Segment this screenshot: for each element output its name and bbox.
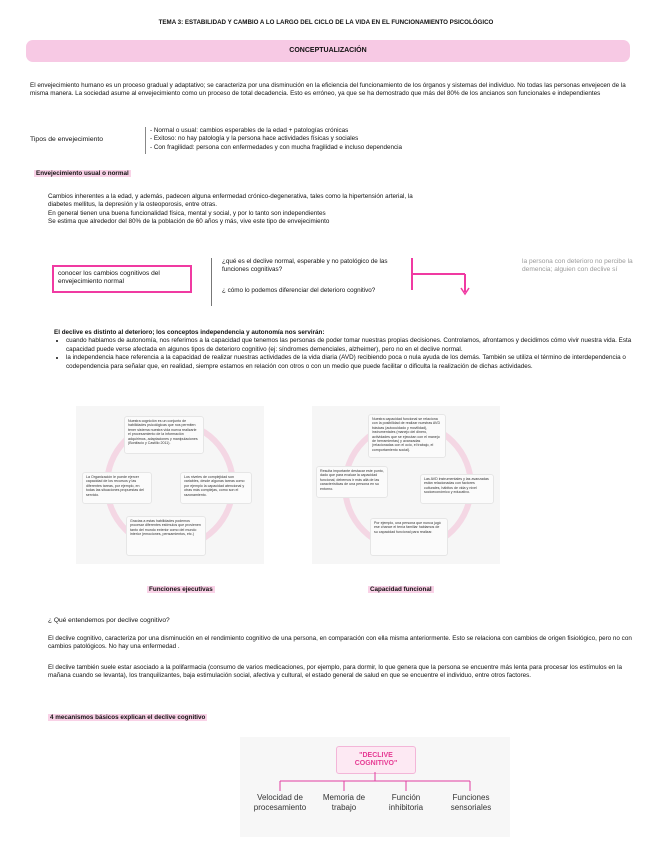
usual-line: Se estima que alrededor del 80% de la población de 60 años y más, vive este tipo de envejecimiento: [48, 218, 330, 226]
figure-caption-2-text: Capacidad funcional: [370, 586, 432, 593]
type-item-normal: - Normal o usual: cambios esperables de la edad + patologías crónicas: [150, 127, 349, 134]
vertical-divider: [211, 258, 212, 306]
fig-card: La Organización le puede ejercer capacidad de los recursos y las diferentes tareas, por ejemplo, en todas las situaciones propuestas del servicio.: [82, 472, 152, 504]
cog-definition: El declive cognitivo, caracteriza por una disminución en el rendimiento cognitivo de una persona, en comparación con ella misma anteriormente. Esto se relaciona con cambios de origen fisiológico, pero no con cambios patológicos. No hay una enfermedad .: [48, 635, 632, 651]
section-banner-label: CONCEPTUALIZACIÓN: [289, 47, 367, 54]
intro-paragraph: El envejecimiento humano es un proceso gradual y adaptativo; se caracteriza por una disminución en la eficiencia del funcionamiento de los órganos y sistemas del individuo. No todas las personas envejecen de la misma manera. La sociedad asume al envejecimiento como un proceso de total decadencia. Esto es erróneo, ya que se ha demostrado que más del 80% de los ancianos son funcionales e independientes: [30, 82, 626, 98]
usual-body: [48, 193, 618, 227]
cognitive-changes-box: [52, 265, 192, 293]
figure-caption-1-text: Funciones ejecutivas: [149, 586, 213, 593]
figure-funciones-ejecutivas: [76, 406, 264, 564]
question-diferenciar: ¿ cómo lo podemos diferenciar del deterioro cognitivo?: [222, 287, 376, 294]
question-declive: ¿qué es el declive normal, esperable y no patológico de las funciones cognitivas?: [222, 258, 388, 274]
side-note: la persona con deterioro no percibe la demencia; alguien con declive sí: [522, 258, 633, 274]
fig-card: Gracias a estas habilidades podemos procesar diferentes estímulos que provienen tanto del mundo exterior como del mundo interior (emociones, pensamientos, etc.): [126, 516, 206, 556]
mechanism-item: Velocidad de procesamiento: [253, 793, 307, 812]
bullet-independencia: • la independencia hace referencia a la capacidad de realizar nuestras actividades de la vida diaria (AVD) recibiendo poca o nula ayuda de los demás. También se utiliza el término de interdependencia o codependencia para señalar que, en realidad, siempre estamos en relación con otros o con un medio que puede facilitar o dificulta la realización de dichas actividades.: [66, 354, 632, 371]
fig-card: Nuestra cognición es un conjunto de habilidades psicológicas que nos permiten tener sistema nuestra vida nueva realizarle el procesamiento de la información adquirimos, adaptaciones y manipulaciones (Bonifacio y Castillo 2011).: [124, 416, 204, 454]
cognitive-changes-label: conocer los cambios cognitivos del envejecimiento normal: [58, 270, 160, 286]
page-header: TEMA 3: ESTABILIDAD Y CAMBIO A LO LARGO DEL CICLO DE LA VIDA EN EL FUNCIONAMIENTO PSICOLÓGICO: [158, 19, 494, 26]
usual-line: En general tienen una buena funcionalidad física, mental y social, y por lo tanto son independientes: [48, 209, 326, 217]
figure-caption-1: [147, 586, 215, 594]
diagram-connectors: [240, 737, 510, 797]
cog-question: ¿ Qué entendemos por declive cognitivo?: [48, 617, 170, 624]
fig-card: Resulta importante destacar este punto, dado que para evaluar la capacidad funcional, debemos ir más allá de las características de una persona en su entorno.: [316, 466, 388, 498]
arrow-connector: [410, 256, 500, 298]
diagram-root-label: "DECLIVE COGNITIVO": [354, 752, 398, 767]
fig-card: Los niveles de complejidad son variables, desde algunas tareas como por ejemplo la capacidad atencional y otras más complejas, como son el razonamiento.: [180, 472, 252, 504]
usual-line: diabetes mellitus, la depresión y la osteoporosis, entre otras.: [48, 201, 218, 209]
fig-card: Nuestra capacidad funcional se relaciona con la posibilidad de realizar nuestras AVD básicas (autocuidado y movilidad), instrumentales (manejo del dinero, actividades que se ejecutan con el manejo de herramientas) y avanzadas (relacionadas con el ocio, el trabajo, el comportamiento social).: [368, 414, 446, 458]
fig-card: Por ejemplo, una persona que nunca jugó ese chance el tenía familiar hablamos de su capacidad funcional para realizar.: [370, 518, 448, 556]
decline-lead: El declive es distinto al deterioro; los conceptos independencia y autonomía nos servirán:: [54, 329, 325, 336]
type-item-fragilidad: - Con fragilidad: persona con enfermedades y con mucha fragilidad e incluso dependencia: [150, 143, 403, 151]
types-bracket: [145, 127, 149, 154]
usual-heading: [34, 170, 131, 178]
mechanisms-heading: [48, 714, 207, 722]
mechanism-item: Memoria de trabajo: [322, 793, 366, 812]
type-item-exitoso: - Exitoso: no hay patología y la persona hace actividades físicas y sociales: [150, 135, 359, 143]
mechanism-item: Funciones sensoriales: [450, 793, 492, 812]
types-list: [150, 127, 570, 152]
mechanism-item: Función inhibitoria: [388, 793, 424, 812]
types-label: Tipos de envejecimiento: [30, 136, 104, 143]
mechanisms-diagram: [240, 737, 510, 837]
usual-heading-text: Envejecimiento usual o normal: [36, 170, 129, 177]
mechanisms-heading-text: 4 mecanismos básicos explican el declive cognitivo: [50, 714, 206, 721]
section-banner: [26, 40, 630, 62]
decline-section: [54, 329, 632, 371]
cog-factors: El declive también suele estar asociado a la polifarmacia (consumo de varios medicaciones, por ejemplo, para dormir, lo que genera que la persona se encuentre más lenta para procesar los estímulos en la mañana cuando se levanta), los tranquilizantes, baja estimulación social, afectiva y cultural, el estado general de salud en que se encuentre el individuo, entre otros factores.: [48, 664, 623, 680]
fig-card: Las AVD instrumentales y las avanzadas están relacionadas con factores culturales, hábitos de vida y nivel socioeconómico y educativo.: [420, 474, 494, 504]
bullet-autonomia: • cuando hablamos de autonomía, nos referimos a la capacidad que tenemos las personas de poder tomar nuestras propias decisiones. Controlamos, afrontamos y decidimos cómo vivir nuestra vida. Esta capacidad puede verse afectada en algunos tipos de deterioro cognitivo (ej: síndromes demenciales, alzheimer), pero no en el declive normal.: [66, 337, 632, 354]
usual-line: Cambios inherentes a la edad, y además, padecen alguna enfermedad crónico-degenerativa, tales como la hipertensión arterial, la: [48, 193, 413, 200]
figure-caption-2: [368, 586, 434, 594]
figure-capacidad-funcional: [312, 406, 500, 564]
